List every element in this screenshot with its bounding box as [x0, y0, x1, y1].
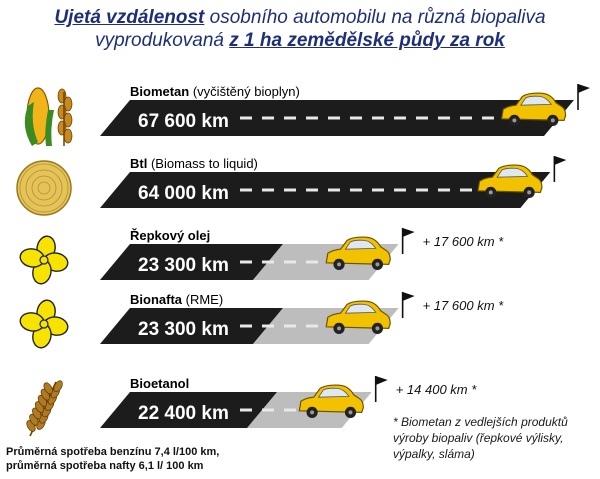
lane-mark	[284, 261, 296, 264]
lane-mark	[482, 117, 494, 120]
corn-wheat-icon	[25, 88, 72, 146]
car-hub	[337, 326, 341, 330]
flower-center	[40, 320, 48, 328]
car-hub	[489, 190, 493, 194]
road-row-3	[19, 228, 504, 285]
category-label: Řepkový olej	[130, 228, 211, 243]
bale-face	[17, 161, 71, 215]
car-hub	[337, 262, 341, 266]
bar-value-label: 23 300 km	[138, 319, 229, 340]
lane-mark	[284, 409, 296, 412]
car-hub	[375, 326, 379, 330]
car-hub	[310, 410, 314, 414]
bar-value-label: 23 300 km	[138, 255, 229, 276]
lane-mark	[438, 189, 450, 192]
lane-mark	[372, 117, 384, 120]
flower-center	[40, 256, 48, 264]
lane-mark	[262, 409, 274, 412]
lane-mark	[416, 117, 428, 120]
car-hub	[527, 190, 531, 194]
straw-bale-icon	[17, 161, 71, 215]
rapeseed-flower-icon	[19, 299, 69, 349]
lane-mark	[394, 189, 406, 192]
lane-mark	[460, 189, 472, 192]
finish-flag-icon	[578, 84, 590, 110]
category-label: Btl (Biomass to liquid)	[130, 156, 258, 171]
road-row-2	[17, 156, 566, 215]
lane-mark	[306, 189, 318, 192]
lane-mark	[262, 261, 274, 264]
title-emphasis-1: Ujetá vzdálenost	[54, 7, 205, 28]
extra-value-label: + 14 400 km *	[395, 382, 477, 397]
lane-mark	[372, 189, 384, 192]
lane-mark	[240, 117, 252, 120]
extra-value-label: + 17 600 km *	[422, 234, 504, 249]
lane-mark	[262, 117, 274, 120]
lane-mark	[240, 261, 252, 264]
lane-mark	[262, 189, 274, 192]
rapeseed-flower-icon	[19, 235, 69, 285]
lane-mark	[284, 189, 296, 192]
category-label: Bioetanol	[130, 376, 190, 391]
lane-mark	[306, 117, 318, 120]
lane-mark	[394, 117, 406, 120]
bar-value-label: 67 600 km	[138, 111, 229, 132]
finish-flag-icon	[403, 292, 415, 318]
lane-mark	[262, 325, 274, 328]
finish-flag-icon	[376, 376, 388, 402]
road-row-4	[19, 292, 504, 349]
category-label: Biometan (vyčištěný bioplyn)	[130, 84, 300, 99]
category-label: Bionafta (RME)	[130, 292, 224, 307]
lane-mark	[438, 117, 450, 120]
title-emphasis-2: z 1 ha zemědělské půdy za rok	[229, 30, 505, 51]
finish-flag-icon	[403, 228, 415, 254]
car-hub	[349, 410, 353, 414]
lane-mark	[328, 189, 340, 192]
lane-mark	[240, 409, 252, 412]
finish-flag-icon	[554, 156, 566, 182]
lane-mark	[240, 325, 252, 328]
title-text-2: vyprodukovaná	[95, 30, 230, 51]
footer-consumption-diesel: průměrná spotřeba nafty 6,1 l/ 100 km	[6, 460, 204, 472]
flag-cloth	[376, 376, 388, 385]
car-hub	[551, 118, 555, 122]
lane-mark	[328, 117, 340, 120]
footer-consumption-petrol: Průměrná spotřeba benzínu 7,4 l/100 km,	[6, 446, 220, 458]
car-hub	[375, 262, 379, 266]
lane-mark	[240, 189, 252, 192]
lane-mark	[284, 325, 296, 328]
bar-value-label: 22 400 km	[138, 403, 229, 424]
lane-mark	[284, 117, 296, 120]
lane-mark	[416, 189, 428, 192]
flag-cloth	[403, 292, 415, 301]
bar-value-label: 64 000 km	[138, 183, 229, 204]
wheat-grain	[64, 129, 72, 143]
extra-value-label: + 17 600 km *	[422, 298, 504, 313]
lane-mark	[306, 261, 318, 264]
lane-mark	[350, 189, 362, 192]
flag-cloth	[403, 228, 415, 237]
title-text-1: osobního automobilu na různá biopaliva	[204, 7, 546, 28]
lane-mark	[350, 117, 362, 120]
flag-cloth	[554, 156, 566, 165]
flag-cloth	[578, 84, 590, 93]
lane-mark	[460, 117, 472, 120]
footnote: * Biometan z vedlejších produktů výroby biopaliv (řepkové výlisky, výpalky, sláma)	[393, 415, 568, 461]
lane-mark	[306, 325, 318, 328]
road-row-1	[25, 84, 590, 146]
car-hub	[512, 118, 516, 122]
wheat-ear-icon	[25, 379, 64, 436]
